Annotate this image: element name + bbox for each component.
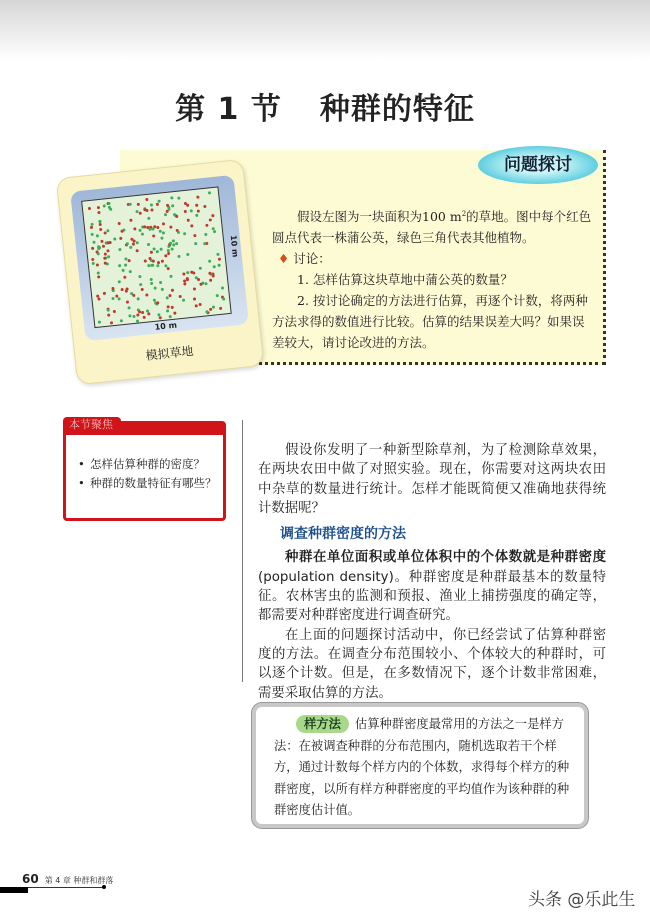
plant-dot — [170, 196, 173, 199]
dandelion-dot — [168, 294, 171, 297]
dandelion-dot — [143, 316, 146, 319]
dandelion-dot — [183, 283, 186, 286]
plant-dot — [156, 250, 159, 253]
superscript: 2 — [461, 210, 467, 218]
dandelion-dot — [112, 310, 115, 313]
plant-dot — [107, 308, 110, 311]
chapter-label: 第 4 章 种群和群落 — [44, 876, 114, 885]
dandelion-dot — [145, 293, 148, 296]
dandelion-dot — [205, 223, 208, 226]
main-text — [258, 441, 606, 703]
plant-dot — [118, 280, 121, 283]
dandelion-dot — [103, 256, 106, 259]
plant-dot — [151, 227, 154, 230]
plant-dot — [97, 253, 100, 256]
dandelion-dot — [144, 259, 147, 262]
plant-dot — [106, 229, 109, 232]
dandelion-dot — [141, 288, 144, 291]
plant-dot — [136, 319, 139, 322]
section-number: 第 1 节 — [175, 92, 282, 127]
plant-dot — [160, 288, 163, 291]
plant-dot — [153, 286, 156, 289]
dandelion-dot — [156, 301, 159, 304]
sample-method-term: 样方法 — [296, 715, 349, 733]
plant-dot — [183, 232, 186, 235]
key-points-list — [78, 455, 218, 493]
plant-dot — [122, 269, 125, 272]
plant-dot — [212, 305, 215, 308]
section-title: 种群的特征 — [319, 92, 475, 127]
plant-dot — [112, 297, 115, 300]
dandelion-dot — [209, 219, 212, 222]
dandelion-dot — [164, 255, 167, 258]
plant-dot — [150, 282, 153, 285]
plant-dot — [92, 262, 95, 265]
plant-dot — [139, 283, 142, 286]
plant-dot — [129, 203, 132, 206]
plant-dot — [217, 264, 220, 267]
plant-dot — [194, 242, 197, 245]
plant-dot — [129, 246, 132, 249]
problem-text — [272, 204, 592, 353]
figure-caption: 模拟草地 — [144, 343, 195, 363]
plant-dot — [159, 281, 162, 284]
dandelion-dot — [95, 250, 98, 253]
dandelion-dot — [123, 276, 126, 279]
plant-dot — [138, 275, 141, 278]
dandelion-dot — [126, 300, 129, 303]
plant-dot — [195, 214, 198, 217]
plant-dot — [205, 282, 208, 285]
plant-dot — [199, 266, 202, 269]
grassland-plot — [81, 186, 232, 328]
paragraph-intro: 假设你发明了一种新型除草剂，为了检测除草效果，在两块农田中做了对照实验。现在，你需要对这两块农田中杂草的数量进行统计。怎样才能既简便又准确地获得统计数据呢？ — [258, 443, 606, 516]
dandelion-dot — [208, 272, 211, 275]
dandelion-dot — [186, 204, 189, 207]
plant-dot — [107, 202, 110, 205]
dandelion-dot — [158, 316, 161, 319]
dandelion-dot — [130, 237, 133, 240]
plant-dot — [120, 319, 123, 322]
plant-dot — [135, 241, 138, 244]
plant-dot — [126, 242, 129, 245]
dandelion-dot — [182, 272, 185, 275]
plant-dot — [129, 270, 132, 273]
page-top-shadow — [0, 0, 650, 60]
dandelion-dot — [195, 204, 198, 207]
paragraph-definition — [258, 548, 606, 625]
footer-bar — [0, 887, 28, 893]
dandelion-dot — [137, 310, 140, 313]
key-points-title: 本节聚焦 — [63, 417, 121, 433]
dandelion-dot — [121, 288, 124, 291]
plant-dot — [118, 248, 121, 251]
plant-dot — [140, 233, 143, 236]
plant-dot — [147, 243, 150, 246]
dandelion-dot — [126, 287, 129, 290]
dandelion-dot — [175, 215, 178, 218]
plant-dot — [208, 260, 211, 263]
dandelion-dot — [167, 267, 170, 270]
dandelion-dot — [156, 203, 159, 206]
sample-method-text — [274, 714, 580, 822]
plant-dot — [220, 286, 223, 289]
plant-dot — [127, 306, 130, 309]
dandelion-dot — [136, 203, 139, 206]
dandelion-dot — [88, 207, 91, 210]
question-1: 1. 怎样估算这块草地中蒲公英的数量？ — [297, 272, 513, 288]
key-point-item: • 种群的数量特征有哪些？ — [78, 474, 218, 493]
dandelion-dot — [119, 236, 122, 239]
plant-dot — [123, 263, 126, 266]
plant-dot — [164, 213, 167, 216]
plant-dot — [170, 275, 173, 278]
dandelion-dot — [90, 226, 93, 229]
plant-dot — [118, 264, 121, 267]
width-dimension-label: 10 m — [154, 320, 178, 332]
dandelion-dot — [196, 210, 199, 213]
dandelion-dot — [192, 287, 195, 290]
plant-dot — [136, 297, 139, 300]
plant-dot — [162, 232, 165, 235]
dandelion-dot — [200, 283, 203, 286]
dandelion-dot — [106, 249, 109, 252]
question-2: 2. 按讨论确定的方法进行估算，再逐个计数，将两种方法求得的数值进行比较。估算的结果误差大吗？如果误差较大，请讨论改进的方法。 — [272, 293, 588, 351]
dandelion-dot — [149, 250, 152, 253]
plant-dot — [147, 216, 150, 219]
dandelion-dot — [218, 257, 221, 260]
plant-dot — [103, 204, 106, 207]
dandelion-dot — [136, 313, 139, 316]
discussion-label: 讨论： — [293, 251, 331, 267]
plant-dot — [146, 309, 149, 312]
sample-method-definition: 估算种群密度最常用的方法之一是样方法：在被调查种群的分布范围内，随机选取若干个样方，通过计数每个样方内的个体数，求得每个样方的种群密度，以所有样方种群密度的平均值作为该种群的种群密度估计值。 — [274, 717, 570, 817]
dandelion-dot — [196, 196, 199, 199]
dandelion-dot — [156, 226, 159, 229]
dandelion-dot — [169, 225, 172, 228]
plant-dot — [159, 247, 162, 250]
plant-dot — [203, 242, 206, 245]
dandelion-dot — [219, 307, 222, 310]
watermark: 头条 @乐此生 — [528, 890, 636, 910]
dandelion-dot — [135, 249, 138, 252]
page-number: 60 — [22, 872, 39, 886]
plant-dot — [177, 255, 180, 258]
plant-dot — [139, 229, 142, 232]
dandelion-dot — [96, 205, 99, 208]
dandelion-dot — [147, 312, 150, 315]
dandelion-dot — [178, 294, 181, 297]
page-title — [0, 84, 650, 128]
plant-dot — [216, 252, 219, 255]
intro-text: 假设左图为一块面积为100 m — [297, 209, 462, 225]
dandelion-dot — [211, 214, 214, 217]
dandelion-dot — [160, 260, 163, 263]
dandelion-dot — [156, 261, 159, 264]
plant-dot — [160, 236, 163, 239]
plant-dot — [212, 265, 215, 268]
page-footer — [22, 872, 113, 886]
dandelion-dot — [133, 227, 136, 230]
dandelion-dot — [174, 311, 177, 314]
dandelion-dot — [143, 225, 146, 228]
dandelion-dot — [145, 198, 148, 201]
plant-dot — [177, 196, 180, 199]
plant-dot — [186, 271, 189, 274]
dandelion-dot — [171, 288, 174, 291]
dandelion-dot — [150, 209, 153, 212]
dandelion-dot — [162, 222, 165, 225]
dandelion-dot — [209, 278, 212, 281]
plant-dot — [129, 314, 132, 317]
dandelion-dot — [166, 203, 169, 206]
dandelion-dot — [97, 211, 100, 214]
plant-dot — [171, 204, 174, 207]
dandelion-dot — [103, 292, 106, 295]
plant-dot — [186, 253, 189, 256]
plant-dot — [98, 321, 101, 324]
dandelion-dot — [186, 219, 189, 222]
plant-dot — [216, 294, 219, 297]
plant-dot — [96, 271, 99, 274]
dandelion-dot — [95, 263, 98, 266]
dandelion-dot — [117, 222, 120, 225]
dandelion-dot — [139, 212, 142, 215]
dandelion-dot — [97, 275, 100, 278]
plant-dot — [150, 204, 153, 207]
simulated-grassland-figure — [56, 159, 265, 386]
plant-dot — [113, 238, 116, 241]
dandelion-dot — [129, 219, 132, 222]
plant-dot — [156, 264, 159, 267]
dandelion-dot — [183, 210, 186, 213]
plant-dot — [92, 241, 95, 244]
droplet-icon: ♦ — [278, 251, 290, 267]
footer-line — [28, 887, 104, 888]
dandelion-dot — [152, 234, 155, 237]
dandelion-dot — [98, 298, 101, 301]
dandelion-dot — [101, 245, 104, 248]
dandelion-dot — [193, 298, 196, 301]
plant-dot — [166, 309, 169, 312]
plant-dot — [208, 191, 211, 194]
dandelion-dot — [195, 304, 198, 307]
column-divider — [242, 420, 243, 682]
dandelion-dot — [203, 204, 206, 207]
intro-text-cont: 的草地。图中每个红色圆点代表一株蒲公英，绿色三角代表其他植物。 — [272, 209, 592, 246]
plant-dot — [189, 210, 192, 213]
section-heading: 调查种群密度的方法 — [280, 526, 406, 543]
plant-dot — [222, 298, 225, 301]
dandelion-dot — [121, 230, 124, 233]
dandelion-dot — [141, 311, 144, 314]
dandelion-dot — [91, 258, 94, 261]
dandelion-dot — [104, 252, 107, 255]
plant-dot — [176, 230, 179, 233]
dandelion-dot — [167, 252, 170, 255]
plant-dot — [205, 233, 208, 236]
dandelion-dot — [190, 224, 193, 227]
plant-dot — [182, 299, 185, 302]
key-point-item: • 怎样估算种群的密度？ — [78, 455, 218, 474]
problem-discussion-badge: 问题探讨 — [478, 146, 598, 184]
definition-rest: (population density)。种群密度是种群最基本的数量特征。农林害虫的监测和预报、渔业上捕捞强度的确定等，都需要对种群密度进行调查研究。 — [258, 569, 606, 624]
plant-dot — [90, 233, 93, 236]
dandelion-dot — [132, 242, 135, 245]
plant-dot — [117, 297, 120, 300]
plant-dot — [124, 257, 127, 260]
plant-dot — [168, 315, 171, 318]
plant-dot — [132, 315, 135, 318]
dandelion-dot — [167, 305, 170, 308]
paragraph-estimation: 在上面的问题探讨活动中，你已经尝试了估算种群密度的方法。在调查分布范围较小、个体较大的种群时，可以逐个计数。但是，在多数情况下，逐个计数非常困难，需要采取估算的方法。 — [258, 627, 606, 701]
height-dimension-label: 10 m — [228, 234, 240, 258]
dandelion-dot — [128, 259, 131, 262]
plant-dot — [170, 247, 173, 250]
figure-frame — [70, 175, 249, 341]
plant-dot — [213, 230, 216, 233]
dandelion-dot — [171, 305, 174, 308]
definition-bold: 种群在单位面积或单位体积中的个体数就是种群密度 — [285, 550, 606, 566]
dandelion-dot — [107, 314, 110, 317]
dandelion-dot — [110, 321, 113, 324]
dandelion-dot — [99, 228, 102, 231]
dandelion-dot — [199, 303, 202, 306]
plant-dot — [150, 264, 153, 267]
plant-dot — [96, 234, 99, 237]
dandelion-dot — [211, 274, 214, 277]
dandelion-dot — [151, 259, 154, 262]
dandelion-dot — [91, 247, 94, 250]
dandelion-dot — [193, 234, 196, 237]
